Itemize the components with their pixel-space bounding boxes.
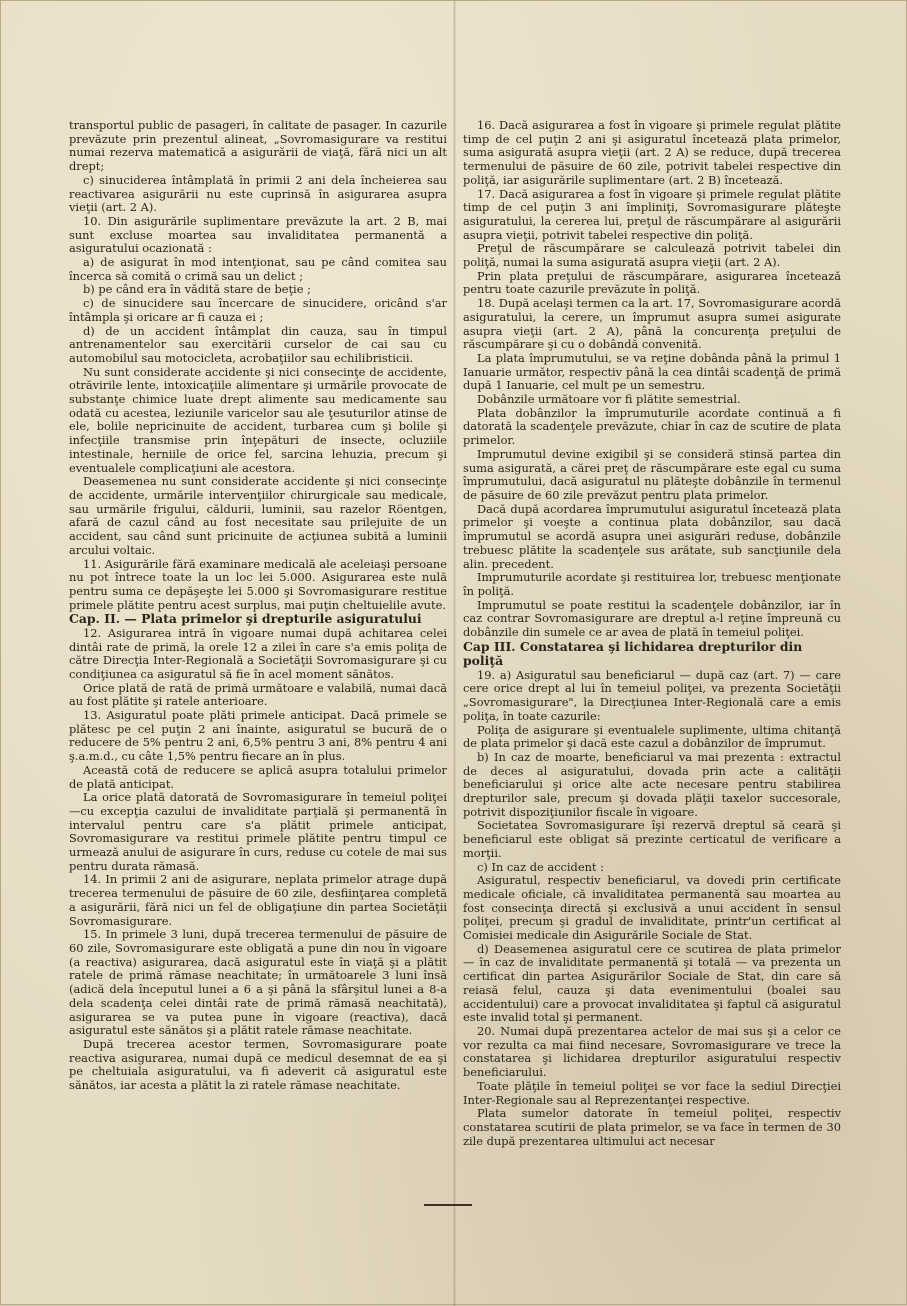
chapter-heading: Cap III. Constatarea şi lichidarea drepturilor din poliţă — [463, 638, 803, 669]
paragraph: Toate plăţile în temeiul poliţei se vor face la sediul Direcţiei Inter-Regionale sau al Reprezentanţei respective. — [463, 1078, 841, 1107]
paragraph: Plata dobânzilor la împrumuturile acordate continuă a fi datorată la scadenţele prevăzute, chiar în caz de scutire de plata primelor. — [463, 405, 841, 448]
paragraph: 10. Din asigurările suplimentare prevăzute la art. 2 B, mai sunt excluse moartea sau invaliditatea permanentă a asiguratului ocazionată : — [69, 213, 447, 256]
paragraph: Asiguratul, respectiv beneficiarul, va dovedi prin certificate medicale oficiale, că invaliditatea permanentă sau moartea au fost consecinţa directă şi exclusivă a unui accident în sensul poliţei, precum şi gradul de invaliditate, printr'un certificat al Comisiei medicale din Asigurările Sociale de Stat. — [463, 873, 841, 943]
paragraph: 16. Dacă asigurarea a fost în vigoare şi primele regulat plătite timp de cel puţin 2 ani şi asiguratul încetează plata primelor, suma asigurată asupra vieţii (art. 2 A) se reduce, după trecerea termenului de păsuire de 60 zile, potrivit tabelei respective din poliţă, iar asigurările suplimentare (art. 2 B) încetează. — [463, 118, 841, 187]
paragraph: 14. In primii 2 ani de asigurare, neplata primelor atrage după trecerea termenului de păsuire de 60 zile, desfiinţarea completă a asigurării, fără nici un fel de obligaţiune din partea Societăţii Sovromasigurare. — [69, 872, 447, 928]
paragraph: 11. Asigurările fără examinare medicală ale aceleiaşi persoane nu pot întrece toate la un loc lei 5.000. Asigurarea este nulă pentru suma ce depăşeşte lei 5.000 şi Sovromasigurare restitue primele plătite pentru acest surplus, mai puţin cheltuielile avute. — [69, 556, 447, 612]
paragraph: Poliţa de asigurare şi eventualele suplimente, ultima chitanţă de plata primelor şi dacă este cazul a dobânzilor de împrumut. — [463, 722, 841, 751]
paragraph: 15. In primele 3 luni, după trecerea termenului de păsuire de 60 zile, Sovromasigurare este obligată a pune din nou în vigoare (a reactiva) asigurarea, dacă asiguratul este în viaţă şi a plătit ratele de primă rămase neachitate; în următoarele 3 luni însă (adică dela începutul lunei a 6 a şi până la sfârşitul lunei a 8-a dela scadenţa celei dintâi rate de primă rămasă neachitată), asigurarea se va putea pune în vigoare (reactiva), dacă asiguratul este sănătos şi a plătit ratele rămase neachitate. — [69, 927, 447, 1038]
paragraph: Deasemenea nu sunt considerate accidente şi nici consecinţe de accidente, urmările intervenţiilor chirurgicale sau medicale, sau urmările frigului, căldurii, luminii, sau razelor Röentgen, afară de cazul când au fost necesitate sau prilejuite de un accident, sau când sunt pricinuite de acţiunea subită a luminii arcului voltaic. — [69, 474, 447, 557]
paragraph: 19. a) Asiguratul sau beneficiarul — după caz (art. 7) — care cere orice drept al lui în temeiul poliţei, va prezenta Societăţii „Sovromasigurare", la Direcţiunea Inter-Regională care a emis poliţa, în toate cazurile: — [463, 667, 841, 723]
paragraph: Imprumutul se poate restitui la scadenţele dobânzilor, iar în caz contrar Sovromasigurare are dreptul a-l reţine împreună cu dobânzile din sumele ce ar avea de plată în temeiul poliţei. — [463, 597, 841, 640]
paragraph: 20. Numai după prezentarea actelor de mai sus şi a celor ce vor rezulta ca mai fiind necesare, Sovromasigurare ve trece la constatarea şi lichidarea drepturilor asiguratului respectiv beneficiarului. — [463, 1024, 841, 1080]
paragraph: 17. Dacă asigurarea a fost în vigoare şi primele regulat plătite timp de cel puţin 3 ani împliniţi, Sovromasigurare plăteşte asiguratului, la cererea lui, preţul de răscumpărare al asigurării asupra vieţii, potrivit tabelei respective din poliţă. — [463, 186, 841, 242]
page-fold — [453, 1, 456, 1306]
paragraph: La plata împrumutului, se va reţine dobânda până la primul 1 Ianuarie următor, respectiv până la cea dintâi scadenţă de primă după 1 Ianuarie, cel mult pe un semestru. — [463, 350, 841, 393]
paragraph: După trecerea acestor termen, Sovromasigurare poate reactiva asigurarea, numai după ce medicul desemnat de ea şi pe cheltuiala asiguratului, va fi adeverit că asiguratul este sănătos, iar acesta a plătit la zi ratele rămase neachitate. — [69, 1036, 447, 1093]
paragraph: 12. Asigurarea intră în vigoare numai după achitarea celei dintâi rate de primă, la orele 12 a zilei în care s'a emis poliţa de către Direcţia Inter-Regională a Societăţii Sovromasigurare şi cu condiţiunea ca asiguratul să fie în acel moment sănătos. — [69, 625, 447, 681]
left-column — [69, 119, 447, 1093]
paragraph: 13. Asiguratul poate plăti primele anticipat. Dacă primele se plătesc pe cel puţin 2 ani înainte, asiguratul se bucură de o reducere de 5% pentru 2 ani, 6,5% pentru 3 ani, 8% pentru 4 ani ş.a.m.d., cu câte 1,5% pentru fiecare an în plus. — [69, 708, 447, 764]
chapter-heading: Cap. II. — Plata primelor şi drepturile asiguratului — [69, 611, 422, 627]
paragraph: Societatea Sovromasigurare îşi rezervă dreptul să ceară şi beneficiarul este obligat să prezinte certicatul de verificare a morţii. — [463, 818, 841, 860]
paragraph: d) de un accident întâmplat din cauza, sau în timpul antrenamentelor sau exercitării curselor de cai sau cu automobilul sau motocicleta, acrobaţiilor sau echilibristicii. — [69, 323, 447, 365]
paragraph: Dacă după acordarea împrumutului asiguratul încetează plata primelor şi voeşte a continua plata dobânzilor, sau dacă împrumutul se acordă asupra unei asigurări reduse, dobânzile trebuesc plătite la scadenţele sus arătate, sub sancţiunile dela alin. precedent. — [463, 501, 841, 571]
paragraph: Imprumutul devine exigibil şi se consideră stinsă partea din suma asigurată, a cărei preţ de răscumpărare este egal cu suma împrumutului, dacă asiguratul nu plăteşte dobânzile în termenul de păsuire de 60 zile prevăzut pentru plata primelor. — [463, 446, 841, 502]
paragraph: Orice plată de rată de primă următoare e valabilă, numai dacă au fost plătite şi ratele anterioare. — [69, 680, 447, 709]
paragraph: b) pe când era în vădită stare de beţie ; — [83, 282, 311, 297]
paragraph: b) In caz de moarte, beneficiarul va mai prezenta : extractul de deces al asiguratului, dovada prin acte a calităţii beneficiarului şi orice alte acte necesare pentru stabilirea drepturilor sale, precum şi dovada plăţii taxelor succesorale, potrivit dispoziţiunilor fiscale în vigoare. — [463, 749, 841, 819]
paragraph: Această cotă de reducere se aplică asupra totalului primelor de plată anticipat. — [69, 762, 447, 791]
paragraph: Imprumuturile acordate şi restituirea lor, trebuesc menţionate în poliţă. — [463, 570, 841, 598]
paragraph: a) de asigurat în mod intenţionat, sau pe când comitea sau încerca să comită o crimă sau un delict ; — [69, 255, 447, 283]
paragraph: transportul public de pasageri, în calitate de pasager. In cazurile prevăzute prin prezentul alineat, „Sovromasigurare va restitui numai rezerva matematică a asigurării de viaţă, fără nici un alt drept; — [69, 118, 447, 174]
paragraph: La orice plată datorată de Sovromasigurare în temeiul poliţei—cu excepţia cazului de invaliditate parţială şi permanentă în intervalul pentru care s'a plătit primele anticipat, Sovromasigurare va restitui primele plătite pentru timpul ce urmează anului de asigurare în curs, reduse cu cotele de mai sus pentru durata rămasă. — [69, 790, 447, 873]
end-rule — [424, 1204, 472, 1206]
right-column — [463, 119, 841, 1148]
paragraph: Nu sunt considerate accidente şi nici consecinţe de accidente, otrăvirile lente, intoxicaţiile alimentare şi urmările provocate de substanţe chimice luate drept alimente sau medicamente sau odată cu acestea, leziunile varicelor sau ale ţesuturilor atinse de ele, bolile nepricinuite de accident, turbarea cum şi bolile şi infecţiile transmise prin înţepături de insecte, ocluziile intestinale, herniile de orice fel, sarcina lehuzia, precum şi eventualele complicaţiuni ale acestora. — [69, 364, 447, 475]
paragraph: Plata sumelor datorate în temeiul poliţei, respectiv constatarea scutirii de plata primelor, se va face în termen de 30 zile după prezentarea ultimului act necesar — [463, 1106, 841, 1148]
paragraph: c) In caz de accident : — [477, 859, 604, 874]
paragraph: Preţul de răscumpărare se calculează potrivit tabelei din poliţă, numai la suma asigurată asupra vieţii (art. 2 A). — [463, 241, 841, 270]
paragraph: c) sinuciderea întâmplată în primii 2 ani dela încheierea sau reactivarea asigurării nu este cuprinsă în asigurarea asupra vieţii (art. 2 A). — [69, 172, 447, 215]
paragraph: d) Deasemenea asiguratul cere ce scutirea de plata primelor — în caz de invaliditate permanentă şi totală — va prezenta un certificat din partea Asigurărilor Sociale de Stat, din care să reiasă felul, cauza şi data evenimentului (boalei sau accidentului) care a provocat invaliditatea şi faptul că asiguratul este invalid total şi permanent. — [463, 941, 841, 1025]
paragraph: Prin plata preţului de răscumpărare, asigurarea încetează pentru toate cazurile prevăzute în poliţă. — [463, 268, 841, 297]
paragraph: 18. După acelaşi termen ca la art. 17, Sovromasigurare acordă asiguratului, la cerere, un împrumut asupra sumei asigurate asupra vieţii (art. 2 A), până la concurenţa preţului de răscumpărare şi cu o dobândă convenită. — [463, 296, 841, 352]
paragraph: c) de sinucidere sau încercare de sinucidere, oricând s'ar întâmpla şi oricare ar fi cauza ei ; — [69, 296, 447, 324]
paragraph: Dobânzile următoare vor fi plătite semestrial. — [477, 392, 741, 407]
